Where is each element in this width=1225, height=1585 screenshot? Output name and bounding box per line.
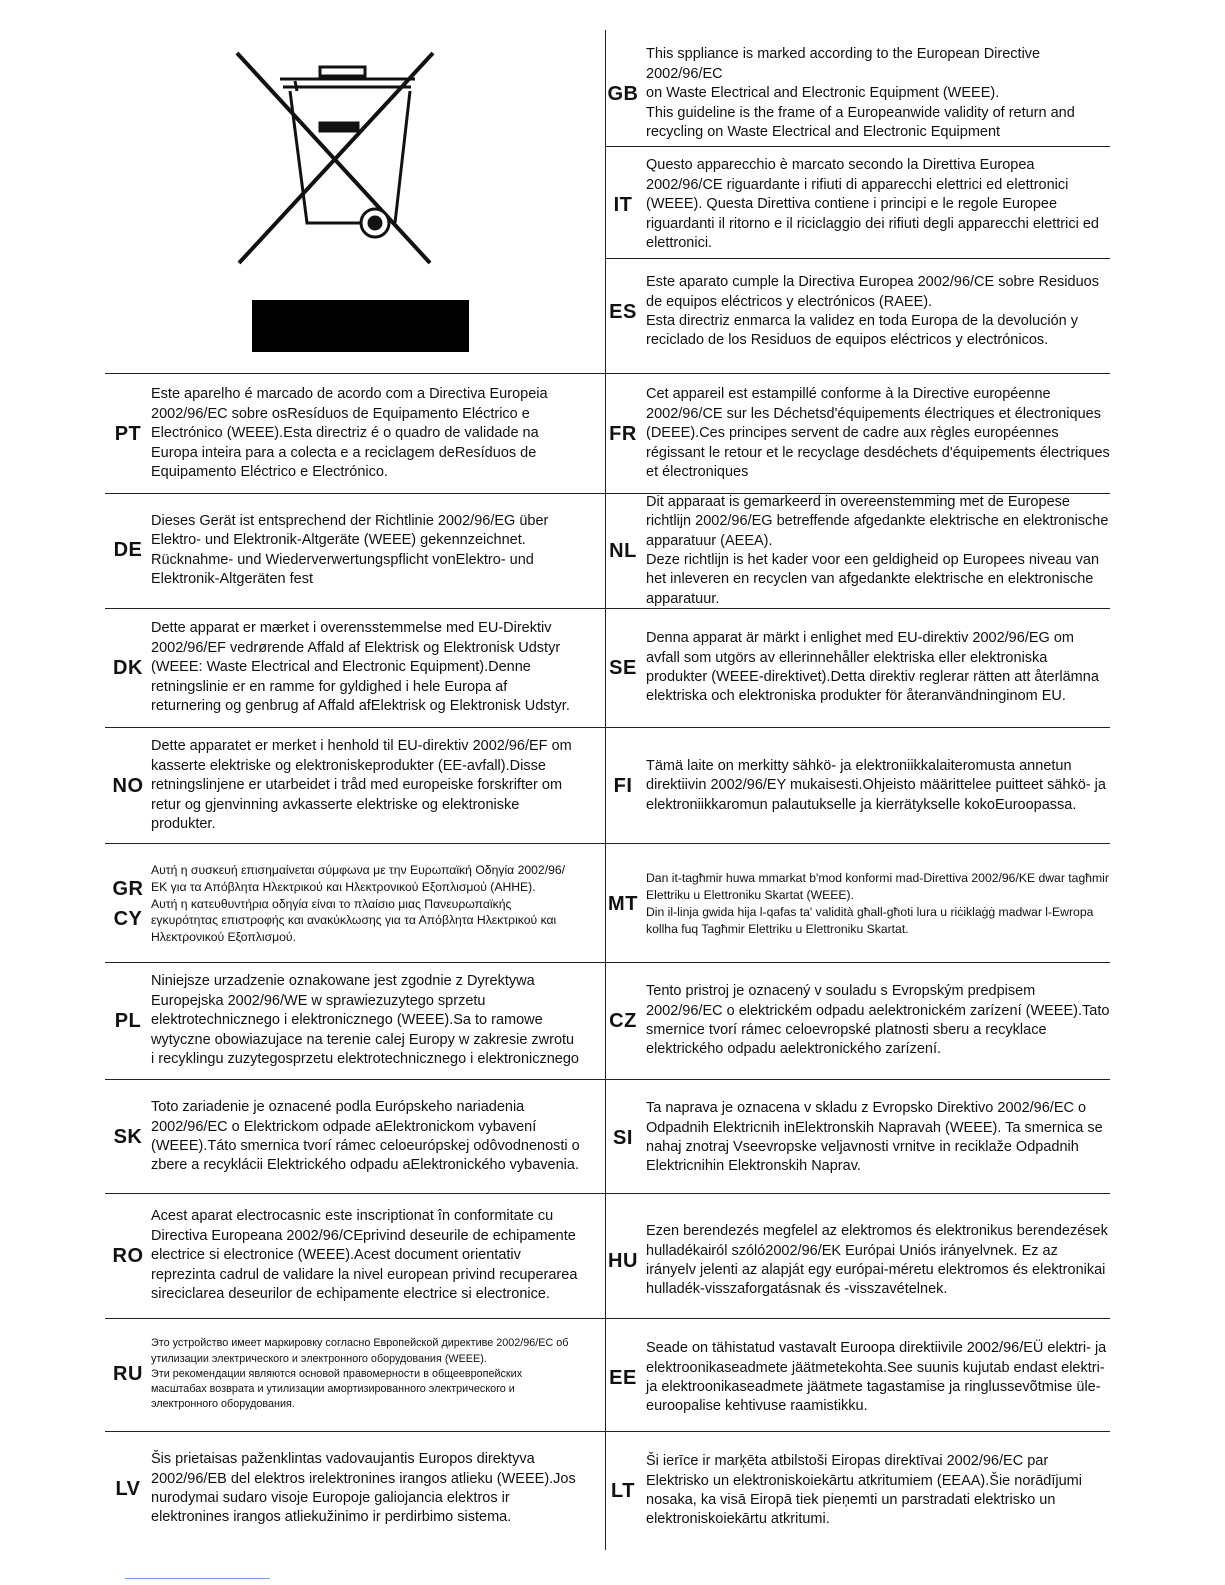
notice-gb-line-3: This guideline is the frame of a Europeanwide validity of return and recycling on Waste Electrical and Electronic Equipment xyxy=(646,104,1075,141)
weee-black-bar xyxy=(252,300,469,352)
notice-de-line-2: Rücknahme- und Wiederverwertungspflicht vonElektro- und Elektronik-Altgeräten fest xyxy=(151,551,534,587)
notice-cz xyxy=(600,972,1110,1070)
notice-es xyxy=(600,272,1110,352)
notice-pt-text: Este aparelho é marcado de acordo com a Directiva Europeia 2002/96/EC sobre osResíduos de Equipamento Eléctrico e Electrónico (WEEE).Esta directriz é o quadro de validade na Europa inteira para a colecta e a reciclagem deResíduos de Equipamento Eléctrico e Electrónico. xyxy=(151,386,548,481)
notice-sk-text: Toto zariadenie je oznacené podla Európskeho nariadenia 2002/96/EC o Elektrickom odpade aElektronickom vybavení (WEEE).Táto smernica tvorí rámec celoeurópskej odôvodnenosti o zbere a recyklácii Elektrického odpadu aElektronického vybavenia. xyxy=(151,1099,580,1174)
divider-row4 xyxy=(105,727,1110,728)
notice-dk xyxy=(105,611,580,725)
lang-code-mt: MT xyxy=(608,892,638,915)
divider-row10 xyxy=(105,1431,1110,1432)
divider-it-es xyxy=(605,258,1110,259)
notice-pl-text: Niniejsze urzadzenie oznakowane jest zgodnie z Dyrektywa Europejska 2002/96/WE w sprawiezuzytego sprzetu elektrotechnicznego i elektronicznego (WEEE).Sa to ramowe wytyczne obowiazujace na terenie calej Europy w zakresie zwrotu i recyklingu zuzytegosprzetu elektrotechnicznego i elektronicznego xyxy=(151,973,579,1068)
lang-code-si: SI xyxy=(613,1126,633,1149)
lang-code-gr: GR xyxy=(112,878,144,900)
notice-si xyxy=(600,1090,1110,1186)
notice-ee-text: Seade on tähistatud vastavalt Euroopa direktiivile 2002/96/EÜ elektri- ja elektroonikaseadmete jäätmetekohta.See suunis kujutab endast elektri- ja elektroonikaseadmete jäätmete tagastamise ja ringlussevõtmise üle-euroopalise kehtivuse raamistikku. xyxy=(646,1340,1107,1415)
notice-ro xyxy=(105,1197,580,1315)
notice-lt-text: Ši ierīce ir marķēta atbilstoši Eiropas direktīvai 2002/96/EC par Elektrisko un elektroniskoiekārtu atkritumiem (EEAA).Šie norādījumi nosaka, ka visā Eiropā tiek pieņemti un parstradati elektrisko un elektroniskoiekārtu atkritumi. xyxy=(646,1453,1082,1528)
lang-code-gb: GB xyxy=(607,82,639,105)
divider-row1 xyxy=(105,373,1110,374)
notice-gr-line-1: Αυτή η συσκευή επισημαίνεται σύμφωνα με την Ευρωπαϊκή Οδηγία 2002/96/ΕΚ για τα Απόβλητα Ηλεκτρικού και Ηλεκτρονικού Εξοπλισμού (ΑΗΗΕ). xyxy=(151,863,566,894)
notice-si-text: Ta naprava je oznacena v skladu z Evropsko Direktivo 2002/96/EC o Odpadnih Elektricnih inElektronskih Napravah (WEEE). Ta smernica se nahaj znotraj Vseevropske veljavnosti vrnitve in reciklaže Odpadnih Elektricnihin Elektronskih Naprav. xyxy=(646,1100,1103,1175)
lang-code-pt: PT xyxy=(114,422,142,445)
notice-ru-line-2: Эти рекомендации являются основой правомерности в общеевропейских масштабах возврата и утилизации амортизированного электрического и электронного оборудования. xyxy=(151,1367,523,1411)
notice-ee xyxy=(600,1330,1110,1426)
notice-es-line-1: Este aparato cumple la Directiva Europea 2002/96/CE sobre Residuos de equipos eléctricos y electrónicos (RAEE). xyxy=(646,274,1099,310)
notice-it-text: Questo apparecchio è marcato secondo la Direttiva Europea 2002/96/CE riguardante i rifiuti di apparecchi elettrici ed elettronici (WEEE). Questa Direttiva contiene i principi e le regole Europee riguardanti il ritorno e il riciclaggio dei rifiuti degli apparecchi elettrici ed elettronici. xyxy=(646,157,1099,252)
lang-code-cy: CY xyxy=(113,908,143,930)
lang-code-no: NO xyxy=(112,774,144,797)
notice-sk xyxy=(105,1085,580,1189)
lang-code-ee: EE xyxy=(609,1366,637,1389)
lang-code-lv: LV xyxy=(115,1477,141,1500)
lang-code-cz: CZ xyxy=(609,1009,637,1032)
notice-mt-line-2: Din il-linja gwida hija l-qafas ta' validità għall-għoti lura u riċiklaġġ madwar l-Ewropa kollha fuq Tagħmir Elettriku u Elettroniku Skartat. xyxy=(646,905,1094,936)
notice-pt xyxy=(105,380,580,488)
divider-gb-it xyxy=(605,146,1110,147)
divider-row7 xyxy=(105,1079,1110,1080)
notice-fi xyxy=(600,735,1110,837)
notice-hu-text: Ezen berendezés megfelel az elektromos és elektronikus berendezések hulladékairól szóló2002/96/EK Európai Uniós irányelvnek. Ez az irányelv jelenti az alapját egy európai-méretu elektromos és elektronikai hulladék-visszaforgatásnak és -visszavételnek. xyxy=(646,1223,1108,1298)
notice-pl xyxy=(105,966,580,1076)
divider-row6 xyxy=(105,962,1110,963)
lang-code-de: DE xyxy=(113,539,143,561)
notice-se xyxy=(600,613,1110,723)
notice-gr-cy xyxy=(105,850,580,958)
notice-dk-text: Dette apparat er mærket i overensstemmelse med EU-Direktiv 2002/96/EF vedrørende Affald af Elektrisk og Elektronisk Udstyr (WEEE: Waste Electrical and Electronic Equipment).Denne retningslinie er en ramme for gyldighed i hele Europa af returnering og genbrug af Affald afElektrisk og Elektronisk Udstyr. xyxy=(151,620,570,715)
notice-lv xyxy=(105,1437,580,1541)
notice-fi-text: Tämä laite on merkitty sähkö- ja elektroniikkalaiteromusta annetun direktiivin 2002/96/EY mukaisesti.Ohjeisto määrittelee puitteet sähkö- ja elektroniikkaromun palautukselle ja kierrätykselle kokoEuroopassa. xyxy=(646,757,1106,813)
notice-es-line-2: Esta directriz enmarca la validez en toda Europa de la devolución y reciclado de los Residuos de equipos eléctricos y electrónicos. xyxy=(646,313,1079,349)
divider-row5 xyxy=(105,843,1110,844)
notice-fr xyxy=(600,380,1110,488)
notice-ro-text: Acest aparat electrocasnic este inscriptionat în conformitate cu Directiva Europeana 2002/96/CEprivind deseurile de echipamente electrice si electronice (WEEE).Acest document orientativ reprezinta cadrul de validare la nivel european privind recuperarea sireciclarea deseurilor de echipamente electrice si electronice. xyxy=(151,1208,578,1303)
notice-cz-text: Tento pristroj je oznacený v souladu s Evropským predpisem 2002/96/EC o elektrickém odpadu aelektronickém zarízení (WEEE).Tato smernice tvorí rámec celoevropské platnosti sberu a recyklace elektrického odpadu aelektronického zarízení. xyxy=(646,983,1110,1058)
lang-code-sk: SK xyxy=(113,1125,143,1148)
lang-code-es: ES xyxy=(609,300,637,323)
notice-hu xyxy=(600,1210,1110,1312)
lang-code-it: IT xyxy=(613,193,633,216)
notice-mt xyxy=(600,850,1110,958)
notice-no xyxy=(105,733,580,839)
notice-ru xyxy=(105,1322,580,1427)
notice-lv-text: Šis prietaisas paženklintas vadovaujantis Europos direktyva 2002/96/EB del elektros irelektronines irangos atlieku (WEEE).Jos nurodymai sudaro visoje Europoje galiojancia elektros ir elektronines irangos atliekužinimo ir perdirbimo sistema. xyxy=(151,1451,576,1526)
footer-rule xyxy=(125,1578,270,1579)
notice-se-text: Denna apparat är märkt i enlighet med EU-direktiv 2002/96/EG om avfall som utgörs av ellerinnehåller elektriska eller elektroniska produkter (WEEE-direktivet).Detta direktiv reglerar rätten att återlämna elektriska och elektroniska produkter för återanvändninginom EU. xyxy=(646,630,1099,705)
notice-gr-line-2: Αυτή η κατευθυντήρια οδηγία είναι το πλαίσιο μιας Πανευρωπαϊκής εγκυρότητας επιστροφής και ανακύκλωσης για τα Απόβλητα Ηλεκτρικού και Ηλεκτρονικού Εξοπλισμού. xyxy=(151,896,557,945)
notice-gb xyxy=(600,44,1110,144)
notice-fr-text: Cet appareil est estampillé conforme à la Directive européenne 2002/96/CE sur les Déchetsd'équipements électriques et électroniques (DEEE).Ces principes servent de cadre aux règles européennes régissant le retour et le recyclage desdéchets d'équipements électriques et électroniques xyxy=(646,386,1110,481)
notice-no-text: Dette apparatet er merket i henhold til EU-direktiv 2002/96/EF om kasserte elektriske og elektroniskeprodukter (EE-avfall).Disse retningslinjene er utarbeidet i tråd med europeiske forskrifter om retur og gjenvinning avkasserte elektriske og elektroniske produkter. xyxy=(151,738,572,833)
notice-nl-line-2: Deze richtlijn is het kader voor een geldigheid op Europees niveau van het inleveren en recyclen van afgedankte elektrische en elektronische apparatuur. xyxy=(646,552,1100,607)
lang-code-lt: LT xyxy=(611,1479,635,1502)
divider-row9 xyxy=(105,1318,1110,1319)
lang-code-ru: RU xyxy=(113,1363,143,1385)
notice-mt-line-1: Dan it-tagħmir huwa mmarkat b'mod konformi mad-Direttiva 2002/96/KE dwar tagħmir Elettriku u Elettroniku Skartat (WEEE). xyxy=(646,871,1109,903)
lang-code-nl: NL xyxy=(609,539,637,562)
notice-gb-line-1: This sppliance is marked according to the European Directive 2002/96/EC xyxy=(646,46,1041,82)
crossed-out-wheelie-bin-icon xyxy=(225,45,515,270)
lang-code-dk: DK xyxy=(113,656,143,679)
lang-code-se: SE xyxy=(609,656,637,679)
notice-lt xyxy=(600,1446,1110,1536)
notice-de-line-1: Dieses Gerät ist entsprechend der Richtlinie 2002/96/EG über Elektro- und Elektronik-Altgeräte (WEEE) gekennzeichnet. xyxy=(151,512,549,549)
lang-code-fi: FI xyxy=(613,774,633,797)
notice-gb-line-2: on Waste Electrical and Electronic Equipment (WEEE). xyxy=(646,85,1000,102)
notice-nl-line-1: Dit apparaat is gemarkeerd in overeenstemming met de Europese richtlijn 2002/96/EG betreffende afgedankte elektrische en elektronische apparatuur (AEEA). xyxy=(646,493,1109,549)
lang-code-fr: FR xyxy=(609,422,637,445)
divider-row8 xyxy=(105,1193,1110,1194)
lang-code-ro: RO xyxy=(112,1244,144,1267)
notice-ru-line-1: Это устройство имеет маркировку согласно Европейской директиве 2002/96/EC об утилизации электрического и электронного оборудования (WEEE). xyxy=(151,1337,569,1365)
notice-de xyxy=(105,498,580,603)
lang-code-pl: PL xyxy=(114,1009,142,1032)
lang-code-hu: HU xyxy=(608,1249,638,1272)
notice-nl xyxy=(600,493,1110,607)
notice-it xyxy=(600,156,1110,254)
